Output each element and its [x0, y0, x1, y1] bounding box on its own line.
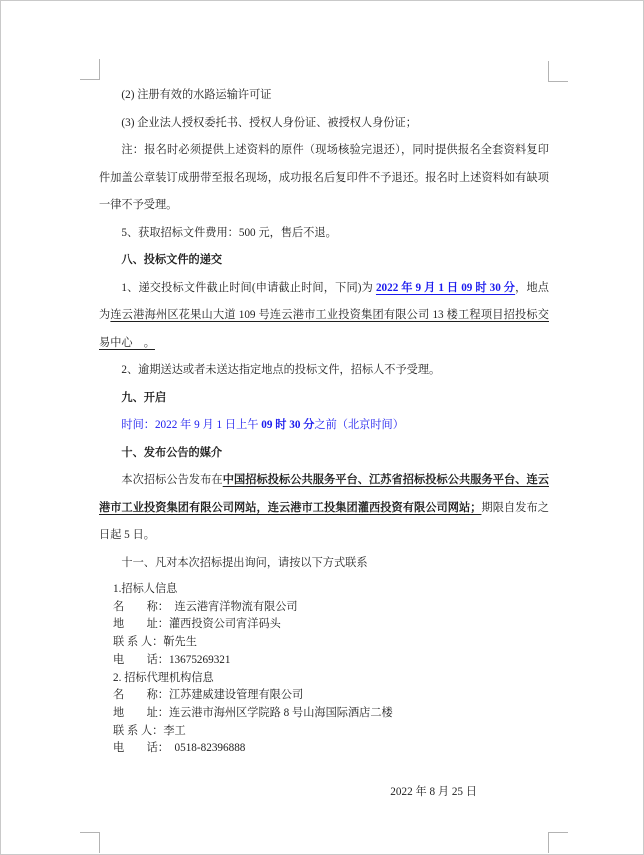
- text-segment: 时间：2022 年 9 月 1 日上午: [121, 419, 262, 431]
- para-opening-time: [99, 412, 549, 440]
- agency-address: 地 址：连云港市海州区学院路 8 号山海国际酒店二楼: [113, 706, 393, 719]
- para-item-3: [99, 110, 549, 138]
- crop-mark-bottom-left: [80, 832, 100, 853]
- opening-time-value: 09 时 30 分: [261, 419, 315, 431]
- document-body: [99, 82, 549, 577]
- text-segment: 注：报名时必须提供上述资料的原件（现场核验完退还），同时提供报名全套资料复印件加盖公章装订成册带至报名现场，成功报名后复印件不予退还。报名时上述资料如有缺项一律不予受理。: [99, 144, 549, 211]
- text-segment: 期限自发布之日起 5 日。: [99, 501, 549, 541]
- crop-mark-top-left: [80, 59, 100, 80]
- heading-section-9: [99, 385, 549, 413]
- agency-info-title: 2. 招标代理机构信息: [113, 671, 214, 684]
- agency-phone: 电 话： 0518-82396888: [113, 742, 246, 755]
- submission-address: 连云港海州区花果山大道 109 号连云港市工业投资集团有限公司 13 楼工程项目招投标交易中心 。: [99, 309, 549, 349]
- tenderer-name: 名 称： 连云港宵洋物流有限公司: [113, 600, 298, 613]
- para-section-11: [99, 550, 549, 578]
- heading-section-10: [99, 440, 549, 468]
- para-item-2: [99, 82, 549, 110]
- deadline-datetime: 2022 年 9 月 1 日 09 时 30 分: [375, 281, 516, 294]
- contact-info-block: [113, 581, 549, 758]
- media-platforms: 中国招标投标公共服务平台、江苏省招标投标公共服务平台、连云港市工业投资集团有限公司网站，连云港市工投集团灌西投资有限公司网站；: [99, 474, 549, 514]
- heading-section-8: [99, 247, 549, 275]
- tenderer-info-title: 1.招标人信息: [113, 583, 178, 595]
- text-segment: 2、逾期送达或者未送达指定地点的投标文件，招标人不予受理。: [121, 364, 441, 376]
- text-segment: (3) 企业法人授权委托书、授权人身份证、被授权人身份证；: [121, 116, 417, 129]
- text-segment: 之前（北京时间）: [314, 419, 404, 431]
- para-item-5: [99, 220, 549, 248]
- text-segment: ，地点为: [99, 281, 549, 321]
- crop-mark-bottom-right: [548, 832, 568, 853]
- tenderer-address: 地 址：灌西投资公司宵洋码头: [113, 618, 281, 631]
- para-submission-deadline: [99, 275, 549, 358]
- text-segment: 十一、凡对本次招标提出询问，请按以下方式联系: [121, 556, 368, 569]
- text-segment: 5、获取招标文件费用：500 元，售后不退。: [121, 226, 337, 239]
- para-overdue: [99, 357, 549, 385]
- text-segment: 九、开启: [121, 391, 167, 404]
- para-note: [99, 137, 549, 220]
- document-date: 2022 年 8 月 25 日: [390, 786, 477, 798]
- tenderer-phone: 电 话：13675269321: [113, 653, 231, 666]
- text-segment: (2) 注册有效的水路运输许可证: [121, 89, 272, 101]
- text-segment: 十、发布公告的媒介: [121, 446, 223, 459]
- para-announcement-media: [99, 467, 549, 550]
- crop-mark-top-right: [548, 61, 568, 82]
- tenderer-contact: 联 系 人：靳先生: [113, 636, 197, 649]
- agency-contact: 联 系 人：李工: [113, 724, 186, 737]
- text-segment: 八、投标文件的递交: [121, 254, 223, 266]
- agency-name: 名 称：江苏建威建设管理有限公司: [113, 689, 304, 702]
- text-segment: 本次招标公告发布在: [121, 474, 223, 486]
- text-segment: 1、递交投标文件截止时间(申请截止时间，下同)为: [121, 281, 376, 294]
